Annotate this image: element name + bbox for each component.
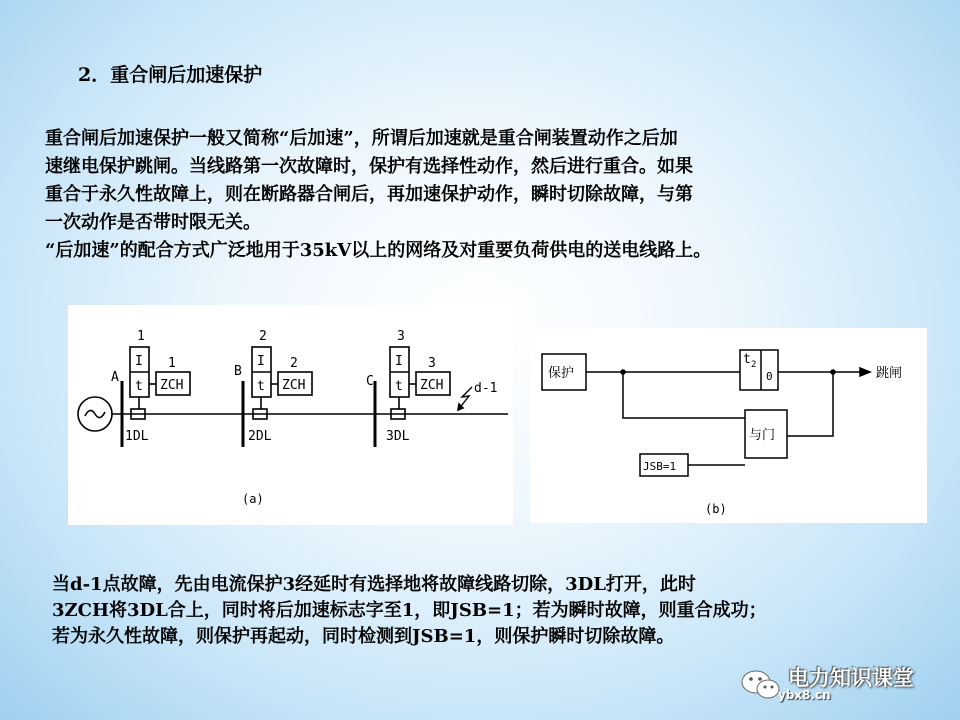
branch-line-left — [623, 372, 745, 418]
relay-2-time: t — [257, 379, 265, 394]
zch-3-label: ZCH — [420, 378, 444, 393]
relay-1-current: I — [135, 354, 143, 369]
bus-c-label: C — [366, 374, 374, 389]
detail-line: 3ZCH将3DL合上，同时将后加速标志字至1，即JSB=1；若为瞬时故障，则重合成功； — [52, 600, 767, 621]
zch-1-label: ZCH — [160, 378, 184, 393]
bus-b-label: B — [234, 364, 242, 379]
intro-line: 速继电保护跳闸。当线路第一次故障时，保护有选择性动作，然后进行重合。如果 — [45, 156, 693, 177]
timer-label-base: t — [743, 352, 751, 367]
breaker-1-label: 1DL — [125, 429, 149, 444]
timer-label-sub: 2 — [751, 360, 757, 370]
relay-1-time: t — [135, 379, 143, 394]
trip-arrow-icon — [860, 368, 870, 376]
relay-2-current: I — [257, 354, 265, 369]
figure-a-svg — [68, 305, 513, 525]
detail-line: 若为永久性故障，则保护再起动，同时检测到JSB=1，则保护瞬时切除故障。 — [52, 626, 675, 647]
figure-b-logic-diagram — [530, 328, 927, 523]
figure-b-svg — [530, 328, 927, 523]
intro-line: 重合闸后加速保护一般又简称“后加速”，所谓后加速就是重合闸装置动作之后加 — [45, 128, 678, 149]
zch-1-number: 1 — [168, 356, 176, 371]
and-gate-label: 与门 — [749, 428, 776, 443]
protection-label: 保护 — [548, 366, 575, 381]
intro-line: 一次动作是否带时限无关。 — [45, 212, 261, 233]
relay-2-number: 2 — [259, 329, 267, 344]
intro-line: 重合于永久性故障上，则在断路器合闸后，再加速保护动作，瞬时切除故障，与第 — [45, 184, 693, 205]
figure-b-caption: (b) — [705, 502, 727, 516]
intro-line: “后加速”的配合方式广泛地用于35kV以上的网络及对重要负荷供电的送电线路上。 — [45, 240, 712, 261]
zch-2-number: 2 — [290, 356, 298, 371]
intro-paragraph — [45, 125, 711, 265]
feedback-line — [787, 372, 833, 436]
figure-a-line-diagram — [68, 305, 513, 525]
breaker-2-label: 2DL — [248, 429, 272, 444]
watermark-site: ybx8.cn — [778, 688, 831, 702]
bus-a-label: A — [111, 370, 119, 385]
zch-3-number: 3 — [428, 356, 436, 371]
relay-3-current: I — [395, 354, 403, 369]
breaker-3-label: 3DL — [386, 429, 410, 444]
relay-3-time: t — [395, 379, 403, 394]
relay-3-number: 3 — [397, 329, 405, 344]
detail-paragraph — [52, 572, 767, 650]
fault-label: d-1 — [474, 381, 498, 396]
zch-2-label: ZCH — [282, 378, 306, 393]
watermark-brand: 电力知识课堂 — [788, 666, 914, 690]
generator-wave — [85, 410, 105, 417]
timer-zero-label: 0 — [766, 370, 773, 383]
trip-label: 跳闸 — [876, 366, 903, 381]
watermark — [738, 660, 938, 710]
jsb-label: JSB=1 — [643, 460, 677, 473]
figure-a-caption: (a) — [242, 492, 264, 506]
section-heading: 2．重合闸后加速保护 — [78, 64, 263, 86]
detail-line: 当d-1点故障，先由电流保护3经延时有选择地将故障线路切除，3DL打开，此时 — [52, 574, 696, 595]
relay-1-number: 1 — [137, 329, 145, 344]
